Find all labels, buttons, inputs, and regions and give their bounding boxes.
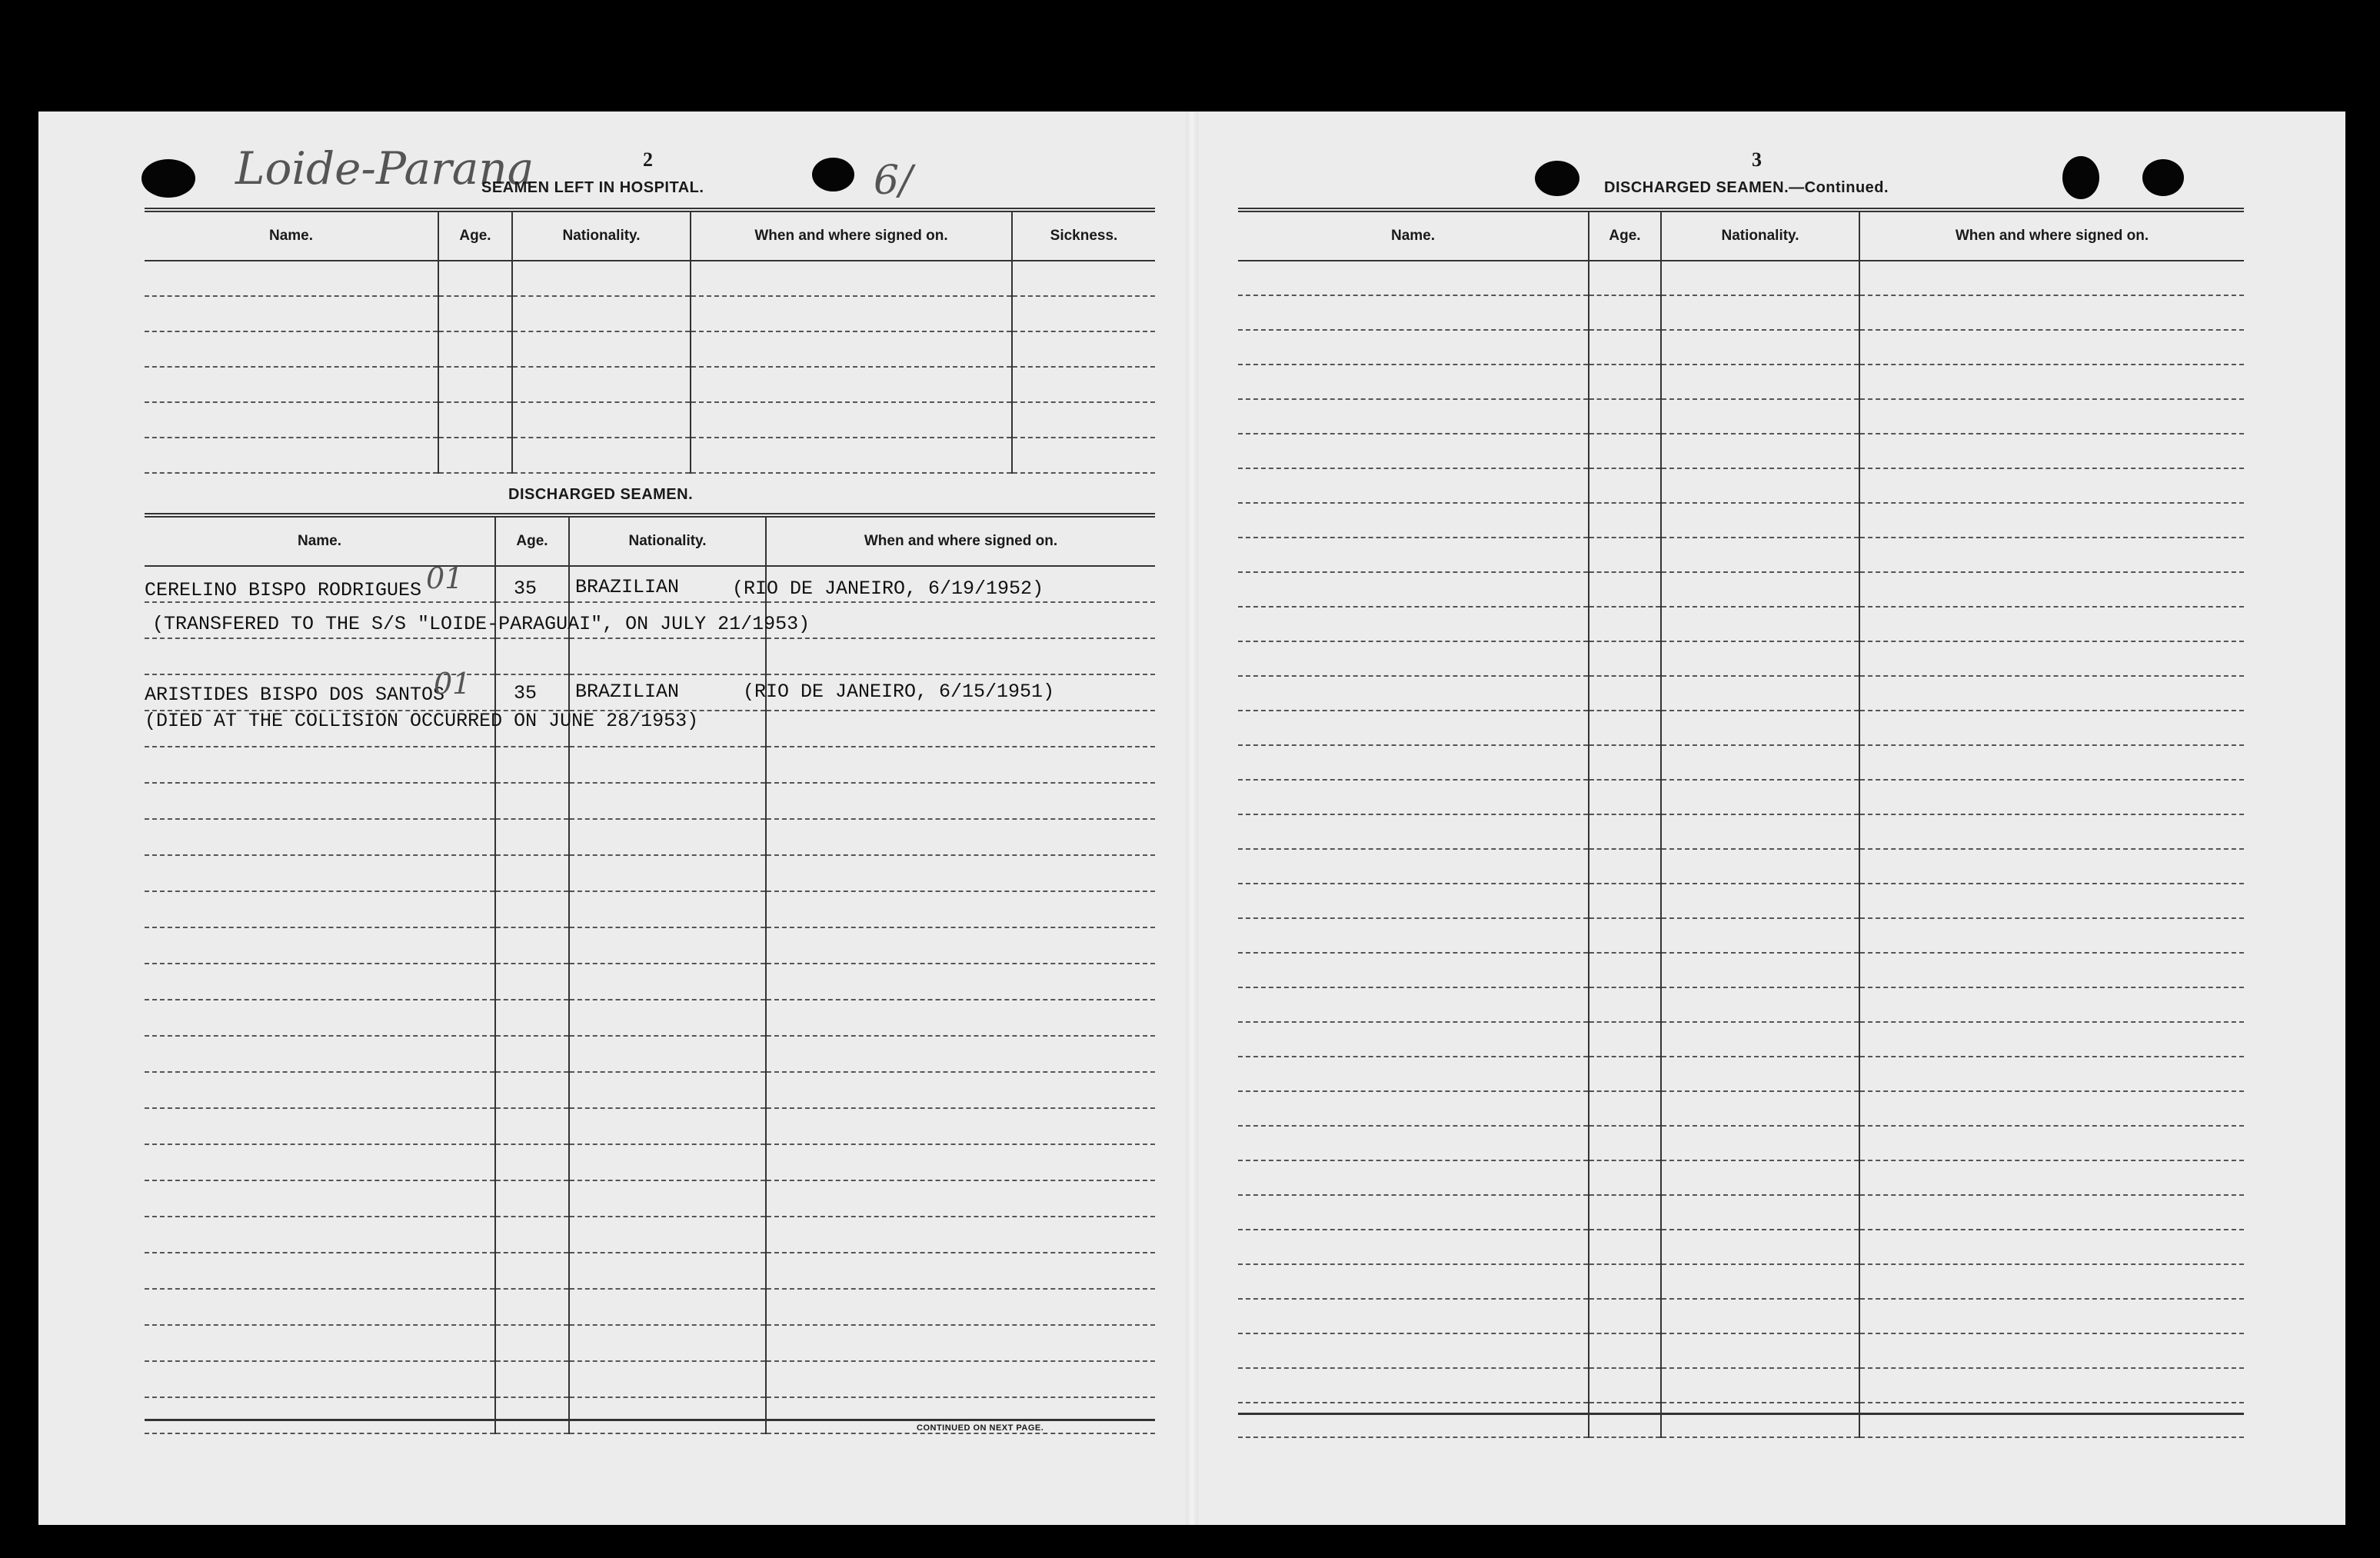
table-row [1238,1091,2244,1126]
table-row [1238,884,2244,918]
table-row [145,438,1155,473]
table-row [145,1180,1155,1217]
table-row [1238,295,2244,330]
table-row [1238,1230,2244,1264]
table-row [1238,1264,2244,1299]
table-row [1238,1333,2244,1368]
table-row [1238,503,2244,538]
table-row [1238,953,2244,987]
table-row [145,1108,1155,1144]
table-row [1238,261,2244,295]
table-row [145,1000,1155,1036]
col-name: Name. [1238,210,1589,261]
table-row [145,1289,1155,1325]
col-signed-on: When and where signed on. [766,515,1155,566]
entry-1-name: CERELINO BISPO RODRIGUES [145,579,422,601]
table-row [1238,538,2244,572]
table-row [1238,434,2244,468]
hospital-rows [145,261,1155,473]
entry-2-signed-on: (RIO DE JANEIRO, 6/15/1951) [743,681,1055,703]
table-row [145,1144,1155,1180]
table-row [1238,849,2244,884]
bottom-rule [145,1419,1155,1421]
table-row [145,296,1155,331]
table-row [145,1361,1155,1397]
page-fold [1186,112,1198,1525]
right-page [1260,112,2310,1525]
punch-hole-left-2 [812,158,854,191]
col-signed-on: When and where signed on. [1859,210,2244,261]
table-row [1238,711,2244,745]
entry-2-note: (DIED AT THE COLLISION OCCURRED ON JUNE 28/1953) [145,710,699,732]
col-age: Age. [495,515,569,566]
table-row [145,261,1155,296]
handwritten-ship-name: Loide-Parana [235,142,534,195]
table-row [1238,814,2244,849]
table-row [1238,1403,2244,1437]
discharged-table [145,513,1155,1434]
table-row [1238,676,2244,711]
table-row [145,1253,1155,1289]
table-row [145,783,1155,819]
bottom-rule-right [1238,1413,2244,1415]
table-row [145,1072,1155,1108]
table-row [145,855,1155,891]
col-nationality: Nationality. [569,515,766,566]
table-row [1238,1057,2244,1091]
entry-1-mark: 01 [426,561,464,595]
page-number: 3 [1752,148,1762,171]
punch-hole-right-3 [2142,159,2184,196]
continued-footer: CONTINUED ON NEXT PAGE. [917,1423,1044,1433]
table-row [145,1217,1155,1253]
table-row [145,747,1155,783]
col-sickness: Sickness. [1012,210,1155,261]
table-row [1238,468,2244,503]
table-row [145,891,1155,927]
page-number: 2 [643,148,653,171]
col-nationality: Nationality. [512,210,691,261]
table-row [145,1325,1155,1361]
hospital-section-title: SEAMEN LEFT IN HOSPITAL. [481,179,704,196]
table-row [1238,1368,2244,1403]
right-section-title: DISCHARGED SEAMEN.—Continued. [1604,179,1889,196]
entry-2-age: 35 [514,682,538,704]
col-name: Name. [145,210,438,261]
col-age: Age. [438,210,512,261]
table-row [1238,780,2244,814]
discharged-section-title: DISCHARGED SEAMEN. [508,486,694,503]
punch-hole-left-1 [141,159,195,198]
table-row [1238,399,2244,434]
table-row [145,927,1155,964]
table-row [145,638,1155,674]
discharged-continued-table [1238,208,2244,1438]
punch-hole-right-1 [1535,161,1579,196]
col-age: Age. [1589,210,1661,261]
entry-1-age: 35 [514,578,538,600]
table-row [1238,987,2244,1022]
col-name: Name. [145,515,495,566]
table-row [145,331,1155,367]
document-sheet [38,112,2345,1525]
entry-1-nationality: BRAZILIAN [575,576,680,598]
table-row [1238,1160,2244,1195]
discharged-continued-rows [1238,261,2244,1437]
table-row [1238,1022,2244,1057]
table-row [1238,1126,2244,1160]
table-row [1238,572,2244,607]
entry-2-mark: 01 [434,667,471,701]
hospital-table [145,208,1155,474]
left-page [105,112,1155,1525]
table-row [145,367,1155,402]
table-row [1238,607,2244,641]
entry-2-name: ARISTIDES BISPO DOS SANTOS [145,684,445,706]
table-row [145,964,1155,1000]
table-row [1238,745,2244,780]
table-row [1238,918,2244,953]
table-row [1238,641,2244,676]
punch-hole-right-2 [2062,156,2099,199]
entry-1-signed-on: (RIO DE JANEIRO, 6/19/1952) [732,578,1044,600]
entry-2-nationality: BRAZILIAN [575,681,680,703]
col-nationality: Nationality. [1661,210,1859,261]
table-row [1238,365,2244,399]
table-row [145,1036,1155,1072]
handwritten-mark: 6/ [874,158,913,204]
table-row [1238,1299,2244,1333]
table-row [145,402,1155,438]
entry-1-note: (TRANSFERED TO THE S/S "LOIDE-PARAGUAI", ON JULY 21/1953) [152,613,811,635]
table-row [1238,1195,2244,1230]
table-row [1238,330,2244,365]
table-row [145,819,1155,855]
col-signed-on: When and where signed on. [691,210,1012,261]
